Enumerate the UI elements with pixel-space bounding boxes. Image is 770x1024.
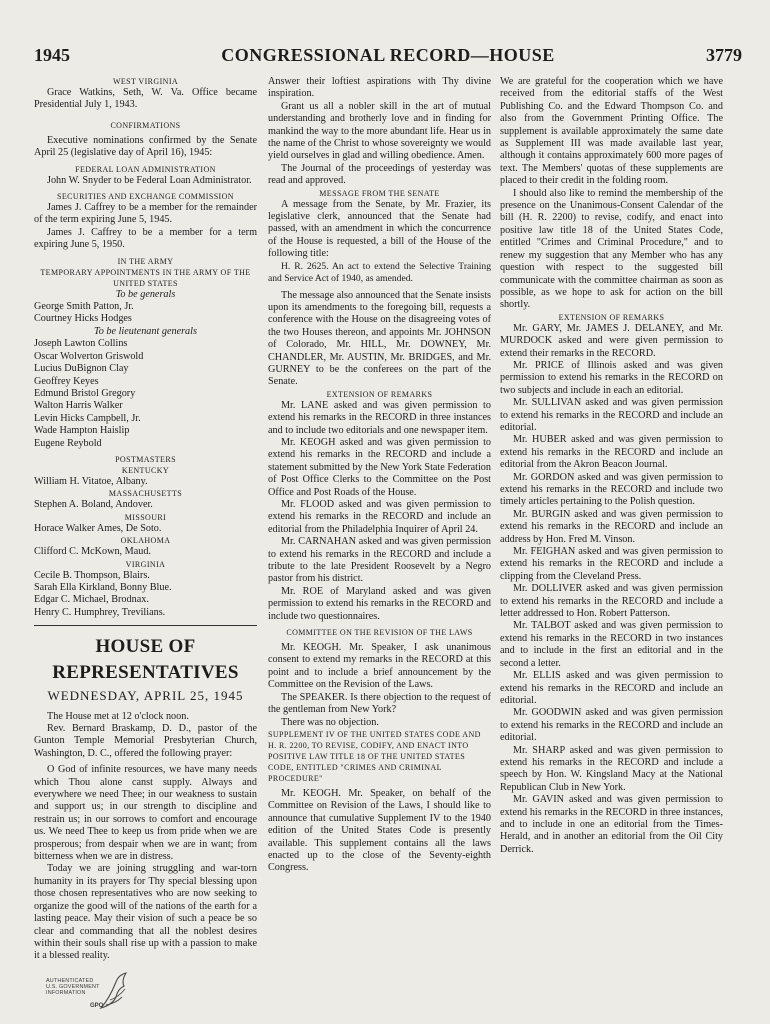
header-year: 1945 bbox=[34, 45, 70, 65]
list-item: Edgar C. Michael, Brodnax. bbox=[34, 594, 149, 606]
state-heading: KENTUCKY bbox=[121, 465, 170, 475]
subheading: To be lieutenant generals bbox=[94, 325, 197, 337]
paragraph: The Journal of the proceedings of yesterday was read and approved. bbox=[268, 162, 491, 187]
paragraph: Grace Watkins, Seth, W. Va. Office became Presidential July 1, 1943. bbox=[34, 87, 257, 111]
list-item: Geoffrey Keyes bbox=[34, 375, 99, 387]
list-item: Eugene Reybold bbox=[34, 437, 102, 449]
paragraph: Mr. SULLIVAN asked and was given permission to extend his remarks in the RECORD and include an editorial. bbox=[500, 397, 723, 433]
paragraph: The message also announced that the Senate insists upon its amendments to the foregoing bill, requests a conference with the House on the disagreeing votes of the two Houses thereon, and appoints Mr. JOHNSON of Colorado, Mr. HILL, Mr. DOWNEY, Mr. CHANDLER, Mr. AUSTIN, Mr. BRIDGES, and Mr. GURNEY to be the conferees on the part of the Senate. bbox=[268, 289, 491, 388]
paragraph: The House met at 12 o'clock noon. bbox=[47, 710, 189, 722]
paragraph: I should also like to remind the membership of the presence on the Unanimous-Consent Calendar of the bill (H. R. 2200) to revise, codify, and enact into positive law title 18 of the United States Code, entitled "Crimes and Criminal Procedure," and to renew my suggestion that any Member who has any question with respect to the suggested bill communicate with the committee chairman as soon as possible, as we hope to ask for action on the bill shortly. bbox=[500, 187, 723, 311]
state-heading: MISSOURI bbox=[124, 512, 167, 522]
paragraph: Mr. GARY, Mr. JAMES J. DELANEY, and Mr. MURDOCK asked and were given permission to extend their remarks in the RECORD. bbox=[500, 322, 723, 359]
house-heading: HOUSE OF REPRESENTATIVES bbox=[52, 636, 239, 684]
stamp-line: INFORMATION bbox=[46, 990, 86, 996]
section-heading: WEST VIRGINIA bbox=[112, 77, 179, 86]
paragraph: Mr. KEOGH. Mr. Speaker, I ask unanimous consent to extend my remarks in the RECORD at this point and to include a brief announcement by the Committee on the Revision of the Laws. bbox=[268, 642, 491, 691]
paragraph: Mr. DOLLIVER asked and was given permission to extend his remarks in the RECORD and include a letter addressed to Hon. Robert Patterson. bbox=[500, 583, 723, 620]
paragraph: Mr. CARNAHAN asked and was given permission to extend his remarks in the RECORD and include a tribute to the late President Roosevelt by a Negro pastor from his district. bbox=[268, 536, 491, 585]
section-heading: COMMITTEE ON THE REVISION OF THE LAWS bbox=[286, 628, 473, 638]
stamp-gpo: GPO bbox=[90, 1003, 104, 1009]
paragraph: Rev. Bernard Braskamp, D. D., pastor of the Gunton Temple Memorial Presbyterian Church, Washington, D. C., offered the following prayer: bbox=[34, 723, 257, 759]
divider bbox=[34, 625, 257, 626]
list-item: Cecile B. Thompson, Blairs. bbox=[34, 569, 150, 581]
list-item: Courtney Hicks Hodges bbox=[34, 313, 132, 325]
section-heading: SUPPLEMENT IV OF THE UNITED STATES CODE AND H. R. 2200, TO REVISE, CODIFY, AND ENACT INTO POSITIVE LAW TITLE 18 OF THE UNITED STATES CODE, ENTITLED "CRIMES AND CRIMINAL PROCEDURE" bbox=[268, 729, 481, 783]
section-heading: MESSAGE FROM THE SENATE bbox=[319, 188, 440, 198]
paragraph: The SPEAKER. Is there objection to the request of the gentleman from New York? bbox=[268, 691, 491, 716]
prayer-paragraph: Today we are joining struggling and war-torn humanity in its prayers for Thy special blessing upon those chosen representatives who are now seeking to organize the good will of the nations of the earth for a lasting peace. May their vision of such a peace be so clear and commanding that all the noblest desires within their souls shall rise up with a passion to make it a blessed reality. bbox=[34, 863, 257, 962]
section-heading: TEMPORARY APPOINTMENTS IN THE ARMY OF THE UNITED STATES bbox=[40, 267, 251, 288]
paragraph: Mr. KEOGH. Mr. Speaker, on behalf of the Committee on Revision of the Laws, I should like to announce that cumulative Supplement IV to the 1940 edition of the United States Code is presently available. This supplement contains all the laws enacted up to the close of the Seventy-eighth Congress. bbox=[268, 787, 491, 874]
stamp-line: U.S. GOVERNMENT bbox=[46, 984, 100, 990]
section-heading: CONFIRMATIONS bbox=[110, 120, 181, 130]
page-header bbox=[34, 44, 742, 68]
section-heading: EXTENSION OF REMARKS bbox=[326, 389, 433, 399]
paragraph: Mr. PRICE of Illinois asked and was given permission to extend his remarks in the RECORD on two subjects and include in each an editorial. bbox=[500, 359, 723, 396]
section-heading: FEDERAL LOAN ADMINISTRATION bbox=[75, 164, 216, 174]
gpo-authentication-stamp bbox=[46, 970, 136, 1015]
section-heading: SECURITIES AND EXCHANGE COMMISSION bbox=[57, 192, 234, 202]
section-heading: EXTENSION OF REMARKS bbox=[558, 312, 665, 322]
paragraph: Mr. TALBOT asked and was given permission to extend his remarks in the RECORD in two instances and to include in the first an editorial and in the second a letter. bbox=[500, 620, 723, 669]
list-item: Edmund Bristol Gregory bbox=[34, 387, 136, 399]
page-number: 3779 bbox=[706, 45, 742, 65]
paragraph: James J. Caffrey to be a member for a term expiring June 5, 1950. bbox=[34, 226, 257, 251]
paragraph: James J. Caffrey to be a member for the remainder of the term expiring June 5, 1945. bbox=[34, 202, 257, 226]
paragraph: Mr. ELLIS asked and was given permission to extend his remarks in the RECORD and include an editorial. bbox=[500, 670, 723, 706]
subheading: To be generals bbox=[115, 288, 176, 300]
section-heading: IN THE ARMY bbox=[117, 256, 174, 266]
paragraph: Mr. GAVIN asked and was given permission to extend his remarks in the RECORD in three instances, and to include in one an editorial from the Times-Herald, and in another an editorial from the Oil City Derrick. bbox=[500, 794, 723, 855]
column-middle bbox=[268, 76, 491, 991]
paragraph: Mr. ROE of Maryland asked and was given permission to extend his remarks in the RECORD and include two questionnaires. bbox=[268, 585, 491, 622]
stamp-line: AUTHENTICATED bbox=[46, 978, 94, 984]
paragraph: Mr. LANE asked and was given permission to extend his remarks in the RECORD in three instances and to include two editorials and one newspaper item. bbox=[268, 399, 491, 436]
paragraph: Mr. BURGIN asked and was given permission to extend his remarks in the RECORD and include an address by Hon. Fred M. Vinson. bbox=[500, 508, 723, 545]
list-item: Horace Walker Ames, De Soto. bbox=[34, 522, 162, 534]
list-item: Henry C. Humphrey, Trevilians. bbox=[34, 606, 166, 618]
paragraph: Mr. GORDON asked and was given permission to extend his remarks in the RECORD and include two timely articles pertaining to the Polish question. bbox=[500, 471, 723, 508]
paragraph: We are grateful for the cooperation which we have received from the editorial staffs of the West Publishing Co. and the Edward Thompson Co. and also from the Government Printing Office. The supplement is available approximately the same date as Supplement III was made available last year, although it contains approximately 600 more pages of text. The Members' quotas of these supplements are placed to their credit in the folding room. bbox=[500, 76, 723, 187]
list-item: William H. Vitatoe, Albany. bbox=[34, 475, 148, 487]
column-right bbox=[500, 76, 723, 991]
paragraph: Executive nominations confirmed by the Senate April 25 (legislative day of April 16), 1945: bbox=[34, 134, 257, 159]
paragraph: Answer their loftiest aspirations with Thy divine inspiration. bbox=[268, 76, 491, 100]
list-item: Oscar Wolverton Griswold bbox=[34, 350, 144, 362]
paragraph: Mr. FLOOD asked and was given permission to extend his remarks in the RECORD and include an editorial from the Philadelphia Inquirer of April 24. bbox=[268, 499, 491, 535]
paragraph: Grant us all a nobler skill in the art of mutual understanding and brotherly love and in finding for mankind the way to the more abundant life. Hear us in the name of the Christ to whose sovereignty we would yield ourselves in glad and willing obedience. Amen. bbox=[268, 100, 491, 162]
list-item: Walton Harris Walker bbox=[34, 400, 123, 412]
paragraph: Mr. GOODWIN asked and was given permission to extend his remarks in the RECORD and include an editorial. bbox=[500, 707, 723, 744]
list-item: Sarah Ella Kirkland, Bonny Blue. bbox=[34, 581, 172, 593]
paragraph: Mr. FEIGHAN asked and was given permission to extend his remarks in the RECORD and include a clipping from the Cleveland Press. bbox=[500, 546, 723, 582]
state-heading: VIRGINIA bbox=[125, 559, 166, 569]
bill-title: H. R. 2625. An act to extend the Selective Training and Service Act of 1940, as amended. bbox=[268, 260, 491, 285]
list-item: Levin Hicks Campbell, Jr. bbox=[34, 412, 141, 424]
state-heading: OKLAHOMA bbox=[120, 536, 171, 546]
column-left bbox=[34, 76, 257, 991]
list-item: George Smith Patton, Jr. bbox=[34, 301, 134, 313]
list-item: Stephen A. Boland, Andover. bbox=[34, 499, 153, 511]
paragraph: John W. Snyder to be Federal Loan Administrator. bbox=[47, 174, 252, 186]
paragraph: A message from the Senate, by Mr. Frazier, its legislative clerk, announced that the Senate had passed, with an amendment in which the concurrence of the House is requested, a bill of the House of the following title: bbox=[268, 198, 491, 260]
list-item: Joseph Lawton Collins bbox=[34, 338, 128, 350]
session-date: WEDNESDAY, APRIL 25, 1945 bbox=[47, 688, 244, 704]
paragraph: Mr. HUBER asked and was given permission to extend his remarks in the RECORD and include an editorial from the Akron Beacon Journal. bbox=[500, 434, 723, 471]
paragraph: There was no objection. bbox=[281, 716, 379, 728]
prayer-paragraph: O God of infinite resources, we have many needs which Thou alone canst supply. Always and everywhere we need Thee; in our weakness to sustain and support us; in our strength to discipline and restrain us; in our sorrows to comfort and encourage us. We need Thee to keep us from pride when we are prosperous; from despair when we are in want; from bitterness when we are in distress. bbox=[34, 764, 257, 863]
section-heading: POSTMASTERS bbox=[115, 454, 176, 464]
list-item: Clifford C. McKown, Maud. bbox=[34, 546, 151, 558]
list-item: Wade Hampton Haislip bbox=[34, 425, 130, 437]
publication-title: CONGRESSIONAL RECORD—HOUSE bbox=[221, 45, 555, 65]
list-item: Lucius DuBignon Clay bbox=[34, 363, 129, 375]
paragraph: Mr. SHARP asked and was given permission to extend his remarks in the RECORD and include a speech by Hon. W. Kingsland Macy at the National Republican Club in New York. bbox=[500, 744, 723, 793]
state-heading: MASSACHUSETTS bbox=[108, 489, 183, 499]
paragraph: Mr. KEOGH asked and was given permission to extend his remarks in the RECORD and include a statement submitted by the New York State Federation of Post Office Clerks to the Committee on the Post Office and Post Roads of the House. bbox=[268, 436, 491, 498]
